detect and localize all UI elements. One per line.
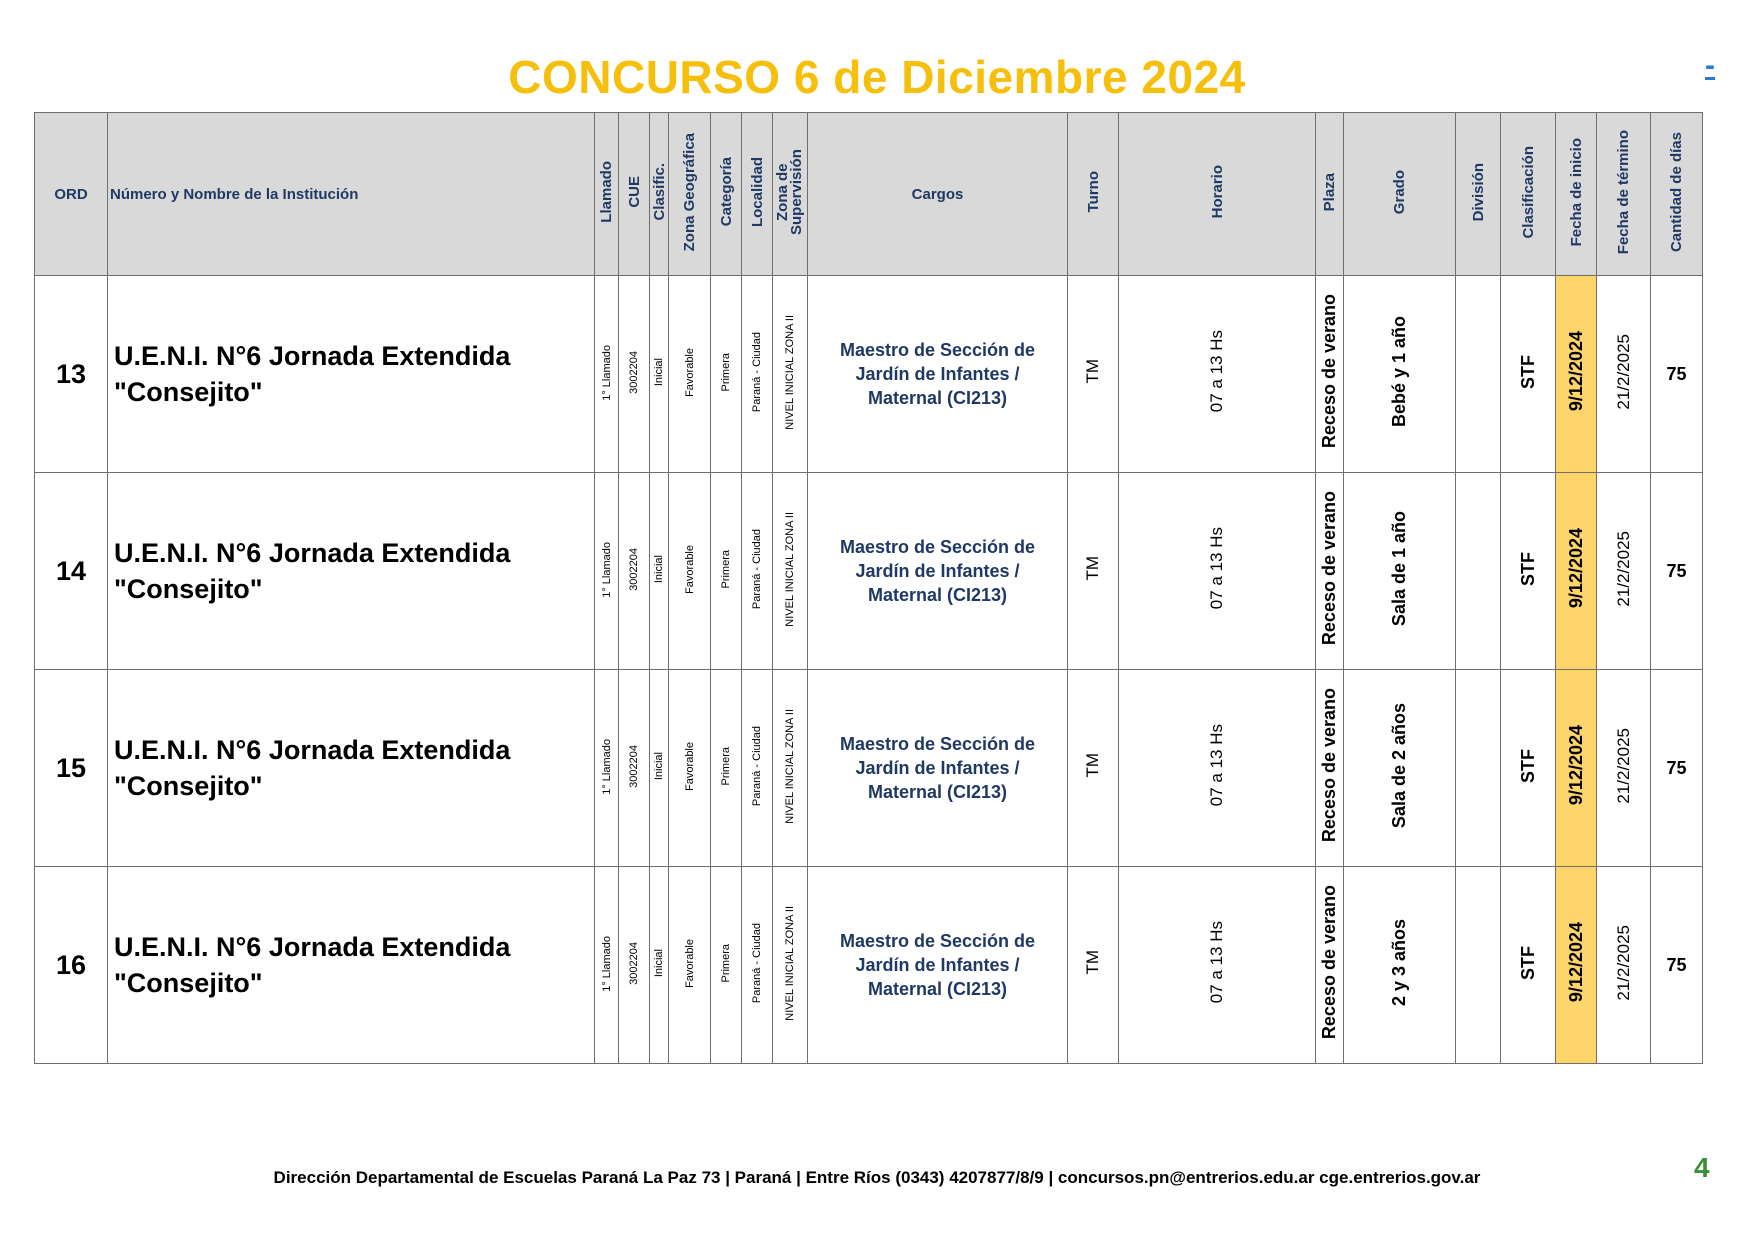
- cell-plaza: Receso de verano: [1316, 473, 1344, 670]
- cell-division: [1456, 867, 1501, 1064]
- cell-zona-geografica: Favorable: [669, 670, 711, 867]
- table-row: [35, 473, 1703, 670]
- cell-ord: 14: [35, 473, 108, 670]
- cell-horario: 07 a 13 Hs: [1119, 670, 1316, 867]
- header-zona-geografica: Zona Geográfica: [669, 113, 711, 276]
- cell-clasific: Inicial: [650, 670, 669, 867]
- cell-clasific: Inicial: [650, 473, 669, 670]
- cell-grado: 2 y 3 años: [1344, 867, 1456, 1064]
- cell-fecha-inicio: 9/12/2024: [1556, 276, 1597, 473]
- table-body: [35, 276, 1703, 1064]
- footer-contact: Dirección Departamental de Escuelas Paraná La Paz 73 | Paraná | Entre Ríos (0343) 4207877/8/9 | concursos.pn@entrerios.edu.ar cge.entrerios.gov.ar: [273, 1168, 1481, 1187]
- cell-cue: 3002204: [619, 670, 650, 867]
- cell-clasificacion: STF: [1501, 473, 1556, 670]
- cell-cue: 3002204: [619, 473, 650, 670]
- cell-division: [1456, 670, 1501, 867]
- cell-turno: TM: [1068, 473, 1119, 670]
- cell-fecha-inicio: 9/12/2024: [1556, 670, 1597, 867]
- cell-cantidad-dias: 75: [1651, 867, 1703, 1064]
- cell-zona-geografica: Favorable: [669, 276, 711, 473]
- cell-cantidad-dias: 75: [1651, 473, 1703, 670]
- cell-cantidad-dias: 75: [1651, 670, 1703, 867]
- cell-horario: 07 a 13 Hs: [1119, 276, 1316, 473]
- cell-ord: 16: [35, 867, 108, 1064]
- header-localidad: Localidad: [742, 113, 773, 276]
- header-cargos: Cargos: [808, 113, 1068, 276]
- cell-localidad: Paraná - Ciudad: [742, 276, 773, 473]
- cell-cue: 3002204: [619, 276, 650, 473]
- cell-categoria: Primera: [711, 867, 742, 1064]
- cell-llamado: 1° Llamado: [595, 867, 619, 1064]
- cell-categoria: Primera: [711, 276, 742, 473]
- cell-cargos: Maestro de Sección de Jardín de Infantes / Maternal (CI213): [808, 473, 1068, 670]
- top-link[interactable]: -: [1705, 49, 1715, 82]
- cell-cargos: Maestro de Sección de Jardín de Infantes / Maternal (CI213): [808, 670, 1068, 867]
- cell-horario: 07 a 13 Hs: [1119, 473, 1316, 670]
- cell-turno: TM: [1068, 276, 1119, 473]
- table-row: [35, 276, 1703, 473]
- header-llamado: Llamado: [595, 113, 619, 276]
- cell-categoria: Primera: [711, 670, 742, 867]
- cell-plaza: Receso de verano: [1316, 670, 1344, 867]
- table-row: [35, 670, 1703, 867]
- cell-clasificacion: STF: [1501, 867, 1556, 1064]
- cell-llamado: 1° Llamado: [595, 473, 619, 670]
- cell-fecha-termino: 21/2/2025: [1597, 670, 1651, 867]
- header-plaza: Plaza: [1316, 113, 1344, 276]
- header-clasific: Clasific.: [650, 113, 669, 276]
- header-categoria: Categoría: [711, 113, 742, 276]
- cell-zona-supervision: NIVEL INICIAL ZONA II: [773, 473, 808, 670]
- cell-division: [1456, 473, 1501, 670]
- cell-institucion: U.E.N.I. N°6 Jornada Extendida "Consejito": [108, 473, 595, 670]
- header-institucion: Número y Nombre de la Institución: [108, 113, 595, 276]
- cell-zona-geografica: Favorable: [669, 867, 711, 1064]
- cell-localidad: Paraná - Ciudad: [742, 867, 773, 1064]
- header-zona-supervision: Zona de Supervisión: [773, 113, 808, 276]
- cell-institucion: U.E.N.I. N°6 Jornada Extendida "Consejito": [108, 867, 595, 1064]
- cell-cargos: Maestro de Sección de Jardín de Infantes / Maternal (CI213): [808, 276, 1068, 473]
- cell-cargos: Maestro de Sección de Jardín de Infantes / Maternal (CI213): [808, 867, 1068, 1064]
- cell-clasific: Inicial: [650, 867, 669, 1064]
- cell-institucion: U.E.N.I. N°6 Jornada Extendida "Consejito": [108, 670, 595, 867]
- cell-zona-supervision: NIVEL INICIAL ZONA II: [773, 276, 808, 473]
- cell-horario: 07 a 13 Hs: [1119, 867, 1316, 1064]
- cell-llamado: 1° Llamado: [595, 276, 619, 473]
- cell-grado: Bebé y 1 año: [1344, 276, 1456, 473]
- header-turno: Turno: [1068, 113, 1119, 276]
- cell-fecha-termino: 21/2/2025: [1597, 473, 1651, 670]
- cell-cue: 3002204: [619, 867, 650, 1064]
- cell-fecha-inicio: 9/12/2024: [1556, 473, 1597, 670]
- cell-plaza: Receso de verano: [1316, 276, 1344, 473]
- cell-fecha-termino: 21/2/2025: [1597, 276, 1651, 473]
- header-ord: ORD: [35, 113, 108, 276]
- cell-grado: Sala de 1 año: [1344, 473, 1456, 670]
- header-grado: Grado: [1344, 113, 1456, 276]
- page-number: 4: [1694, 1152, 1710, 1183]
- table-row: [35, 867, 1703, 1064]
- cell-turno: TM: [1068, 867, 1119, 1064]
- cell-fecha-termino: 21/2/2025: [1597, 867, 1651, 1064]
- header-clasificacion: Clasificación: [1501, 113, 1556, 276]
- cell-zona-geografica: Favorable: [669, 473, 711, 670]
- header-cantidad-dias: Cantidad de días: [1651, 113, 1703, 276]
- cell-grado: Sala de 2 años: [1344, 670, 1456, 867]
- cell-categoria: Primera: [711, 473, 742, 670]
- header-division: División: [1456, 113, 1501, 276]
- header-fecha-termino: Fecha de término: [1597, 113, 1651, 276]
- cell-cantidad-dias: 75: [1651, 276, 1703, 473]
- cell-division: [1456, 276, 1501, 473]
- cell-localidad: Paraná - Ciudad: [742, 670, 773, 867]
- cell-turno: TM: [1068, 670, 1119, 867]
- cell-localidad: Paraná - Ciudad: [742, 473, 773, 670]
- header-row: [35, 113, 1703, 276]
- cell-institucion: U.E.N.I. N°6 Jornada Extendida "Consejito": [108, 276, 595, 473]
- page-title: CONCURSO 6 de Diciembre 2024: [508, 51, 1246, 103]
- cell-fecha-inicio: 9/12/2024: [1556, 867, 1597, 1064]
- concurso-table: [34, 112, 1703, 1064]
- header-fecha-inicio: Fecha de inicio: [1556, 113, 1597, 276]
- cell-zona-supervision: NIVEL INICIAL ZONA II: [773, 867, 808, 1064]
- cell-clasificacion: STF: [1501, 276, 1556, 473]
- header-cue: CUE: [619, 113, 650, 276]
- cell-clasific: Inicial: [650, 276, 669, 473]
- cell-plaza: Receso de verano: [1316, 867, 1344, 1064]
- cell-zona-supervision: NIVEL INICIAL ZONA II: [773, 670, 808, 867]
- header-horario: Horario: [1119, 113, 1316, 276]
- cell-ord: 13: [35, 276, 108, 473]
- cell-llamado: 1° Llamado: [595, 670, 619, 867]
- cell-ord: 15: [35, 670, 108, 867]
- cell-clasificacion: STF: [1501, 670, 1556, 867]
